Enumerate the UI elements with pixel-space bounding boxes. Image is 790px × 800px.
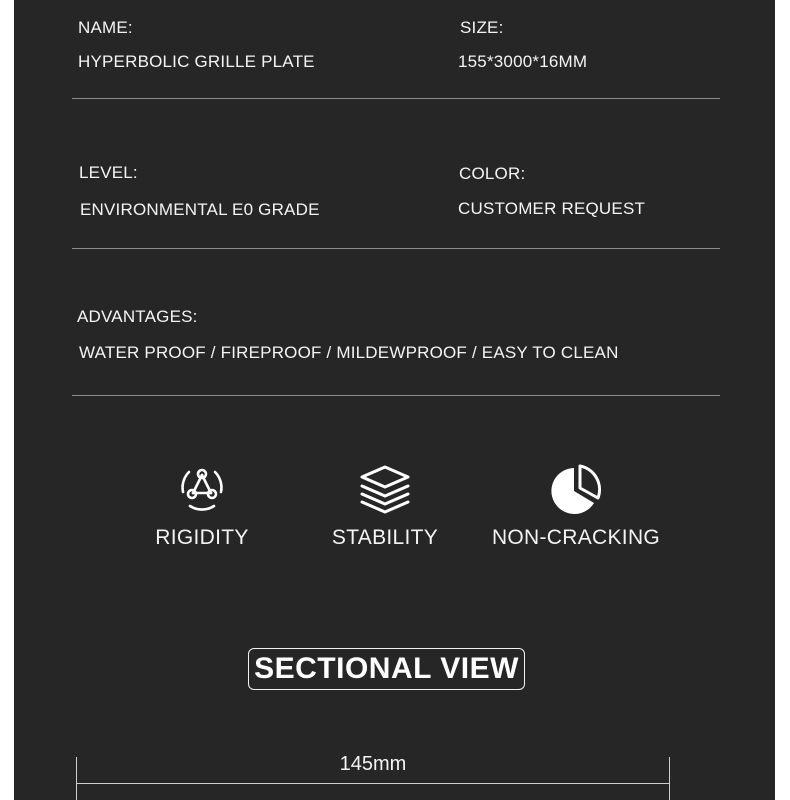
feature-label: STABILITY bbox=[331, 526, 439, 549]
advantages-label: ADVANTAGES: bbox=[77, 307, 198, 326]
name-label: NAME: bbox=[78, 18, 133, 37]
feature-label: RIGIDITY bbox=[155, 526, 249, 549]
size-label: SIZE: bbox=[460, 18, 504, 37]
color-label: COLOR: bbox=[459, 164, 526, 183]
feature-label: NON-CRACKING bbox=[491, 526, 661, 549]
name-value: HYPERBOLIC GRILLE PLATE bbox=[78, 52, 315, 71]
sectional-view-title: SECTIONAL VIEW bbox=[248, 648, 525, 690]
dimension-tick-right bbox=[669, 757, 670, 800]
dimension-tick-left bbox=[76, 757, 77, 800]
dimension-label: 145mm bbox=[339, 753, 407, 775]
dimension-line bbox=[76, 783, 670, 784]
feature-non-cracking bbox=[476, 462, 676, 550]
level-value: ENVIRONMENTAL E0 GRADE bbox=[80, 200, 320, 219]
size-value: 155*3000*16MM bbox=[458, 52, 588, 71]
triangle-nodes-icon bbox=[175, 462, 229, 516]
level-label: LEVEL: bbox=[79, 163, 138, 182]
layers-icon bbox=[358, 462, 412, 516]
product-spec-panel bbox=[14, 0, 775, 800]
advantages-value: WATER PROOF / FIREPROOF / MILDEWPROOF / EASY TO CLEAN bbox=[79, 343, 619, 362]
divider bbox=[72, 98, 720, 99]
feature-stability bbox=[285, 462, 485, 550]
divider bbox=[72, 248, 720, 249]
color-value: CUSTOMER REQUEST bbox=[458, 199, 646, 218]
feature-rigidity bbox=[102, 462, 302, 550]
divider bbox=[72, 395, 720, 396]
pie-chart-icon bbox=[549, 462, 603, 516]
